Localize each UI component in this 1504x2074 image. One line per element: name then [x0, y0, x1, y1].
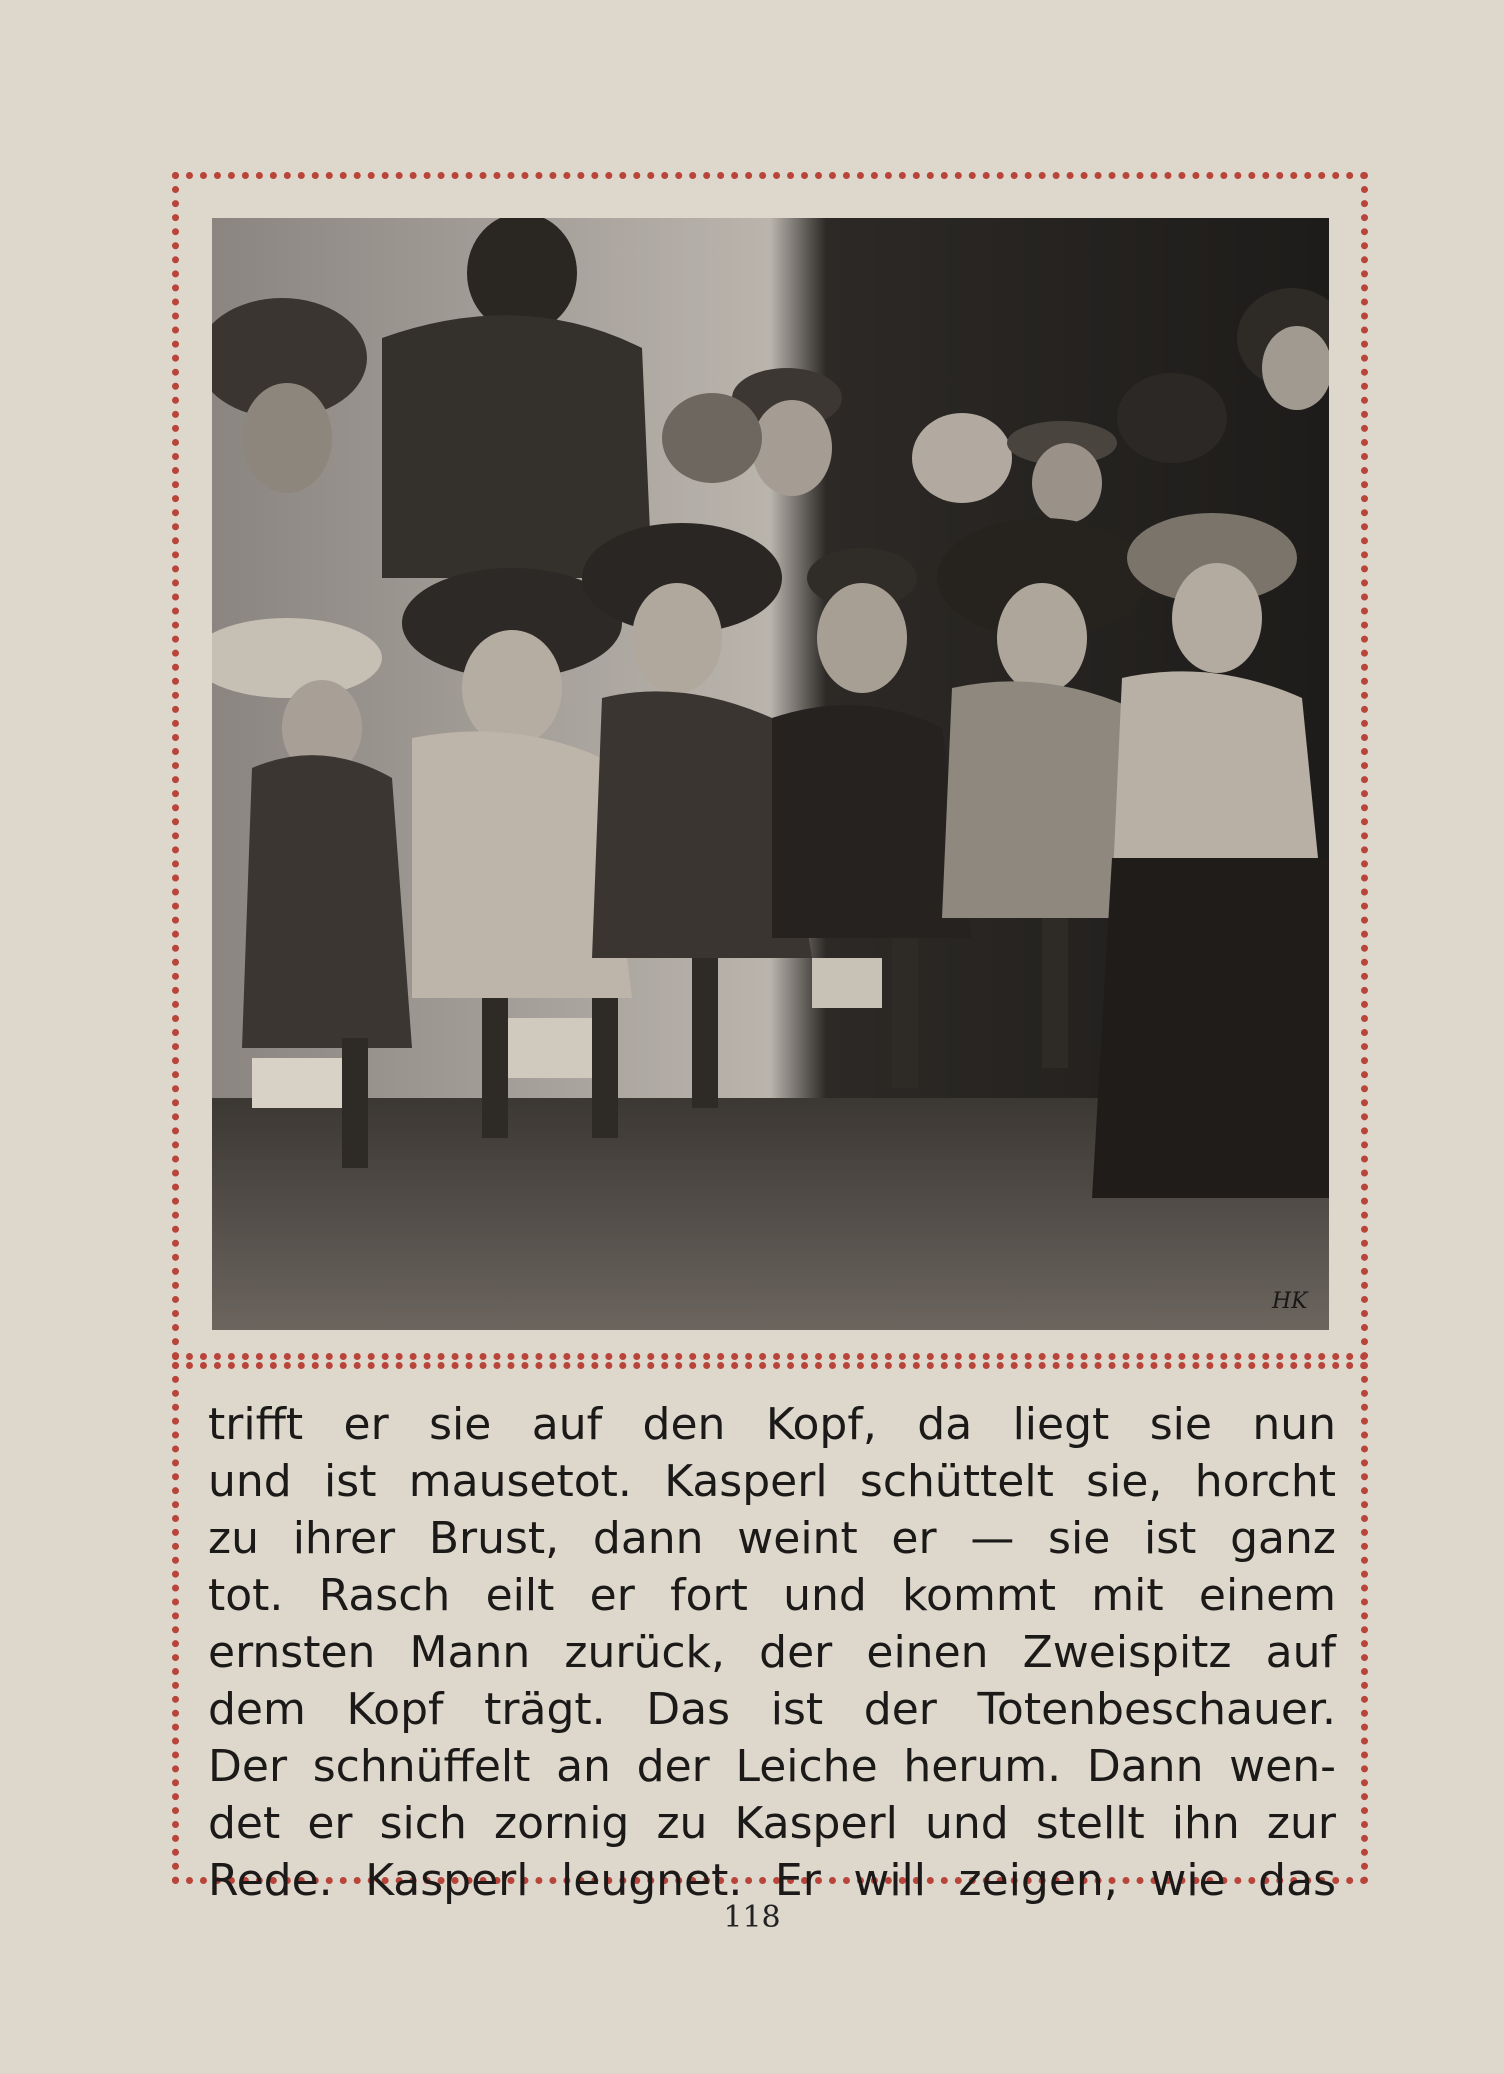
text-line: Rede. Kasperl leugnet. Er will zeigen, wie das	[208, 1855, 1336, 1906]
text-line: zu ihrer Brust, dann weint er — sie ist ganz	[208, 1513, 1336, 1564]
text-line: det er sich zornig zu Kasperl und stellt ihn zur	[208, 1798, 1336, 1849]
body-text	[208, 1396, 1336, 1906]
text-line: dem Kopf trägt. Das ist der Totenbeschauer.	[208, 1684, 1336, 1735]
children-group-photo	[212, 218, 1329, 1330]
text-line: Der schnüffelt an der Leiche herum. Dann wen-	[208, 1741, 1336, 1792]
text-line: ernsten Mann zurück, der einen Zweispitz auf	[208, 1627, 1336, 1678]
text-line: trifft er sie auf den Kopf, da liegt sie nun	[208, 1399, 1336, 1450]
text-line: und ist mausetot. Kasperl schüttelt sie, horcht	[208, 1456, 1336, 1507]
photographer-monogram: HK	[1272, 1289, 1308, 1314]
page-number: 118	[723, 1900, 781, 1935]
text-line: tot. Rasch eilt er fort und kommt mit einem	[208, 1570, 1336, 1621]
